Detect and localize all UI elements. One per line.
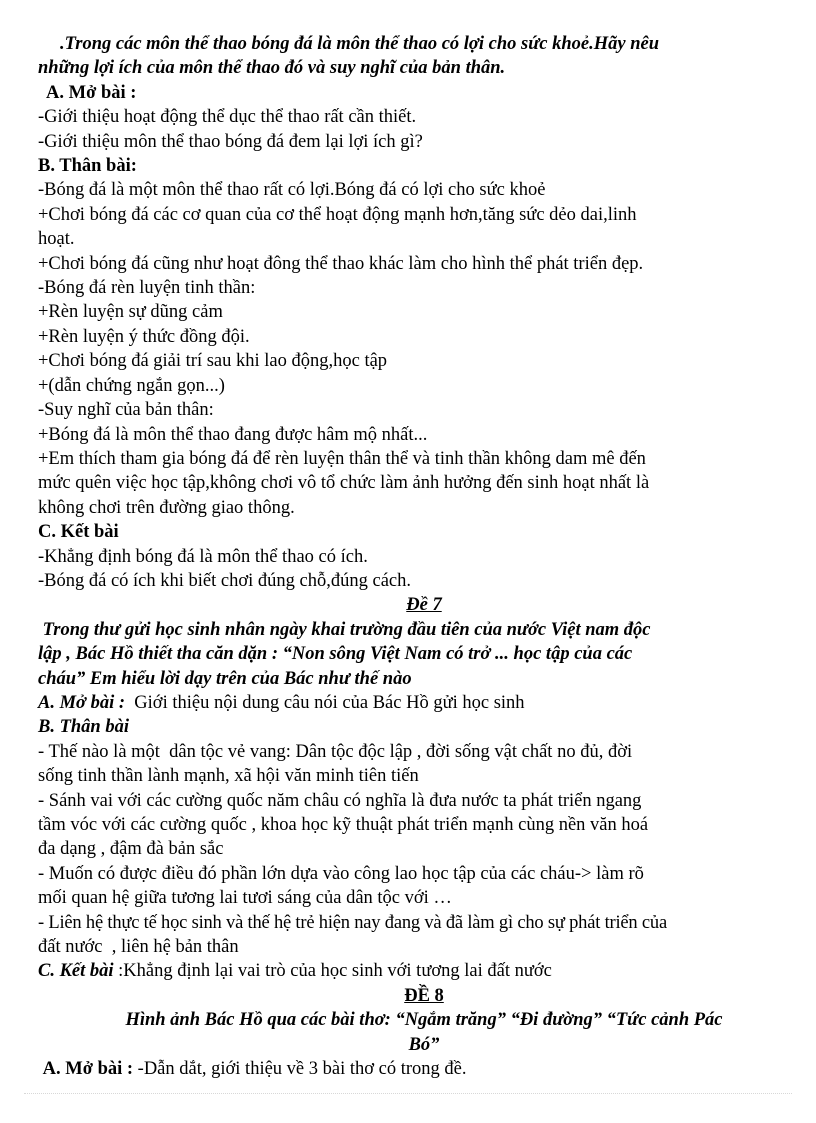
body-line (38, 1057, 810, 1081)
essay-prompt-line: Hình ảnh Bác Hồ qua các bài thơ: “Ngắm trăng” “Đi đường” “Tức cảnh Pác (125, 1010, 723, 1031)
body-line: -Khẳng định bóng đá là môn thể thao có ích. (38, 546, 368, 567)
body-line: -Bóng đá là một môn thể thao rất có lợi.Bóng đá có lợi cho sức khoẻ (38, 180, 546, 201)
body-line: đất nước , liên hệ bản thân (38, 937, 239, 958)
body-line (38, 691, 810, 715)
body-line: mức quên việc học tập,không chơi vô tổ chức làm ảnh hưởng đến sinh hoạt nhất là (38, 473, 650, 494)
section-text: Giới thiệu nội dung câu nói của Bác Hồ gửi học sinh (125, 692, 525, 713)
body-line: +Rèn luyện ý thức đồng đội. (38, 326, 250, 347)
essay-prompt-line: những lợi ích của môn thể thao đó và suy nghĩ của bản thân. (38, 58, 506, 79)
body-line: -Giới thiệu môn thể thao bóng đá đem lại lợi ích gì? (38, 131, 423, 152)
body-line: -Giới thiệu hoạt động thể dục thể thao rất cần thiết. (38, 107, 417, 128)
body-line: không chơi trên đường giao thông. (38, 497, 295, 518)
body-line: hoạt. (38, 229, 75, 250)
essay-prompt-line: .Trong các môn thể thao bóng đá là môn thể thao có lợi cho sức khoẻ.Hãy nêu (60, 34, 660, 54)
body-line: mối quan hệ giữa tương lai tươi sáng của dân tộc với … (38, 888, 452, 909)
section-heading: C. Kết bài (38, 961, 114, 982)
essay-prompt-line: lập , Bác Hồ thiết tha căn dặn : “Non sông Việt Nam có trở ... học tập của các (38, 644, 633, 665)
body-line: +(dẫn chứng ngắn gọn...) (38, 375, 225, 396)
body-line: - Liên hệ thực tế học sinh và thế hệ trẻ hiện nay đang và đã làm gì cho sự phát triển của (38, 912, 667, 933)
section-heading: A. Mở bài : (46, 82, 137, 103)
section-heading: B. Thân bài (38, 717, 129, 738)
section-heading: A. Mở bài : (38, 692, 126, 713)
section-text: -Dẫn dắt, giới thiệu về 3 bài thơ có trong đề. (133, 1059, 467, 1080)
body-line: -Bóng đá rèn luyện tinh thần: (38, 278, 256, 299)
body-line: -Suy nghĩ của bản thân: (38, 400, 214, 421)
body-line: - Sánh vai với các cường quốc năm châu có nghĩa là đưa nước ta phát triển ngang (38, 790, 642, 811)
body-line: -Bóng đá có ích khi biết chơi đúng chỗ,đúng cách. (38, 570, 412, 591)
exam-title: ĐỀ 8 (404, 985, 444, 1006)
exam-title: Đề 7 (406, 595, 442, 616)
essay-prompt-line: cháu” Em hiểu lời dạy trên của Bác như thế nào (38, 668, 412, 689)
body-line: - Muốn có được điều đó phần lớn dựa vào công lao học tập của các cháu-> làm rõ (38, 863, 644, 884)
document-page (38, 32, 810, 1081)
body-line: +Rèn luyện sự dũng cảm (38, 302, 223, 323)
page-bottom-divider (24, 1093, 792, 1094)
body-line: +Chơi bóng đá giải trí sau khi lao động,học tập (38, 351, 388, 372)
section-heading: B. Thân bài: (38, 156, 137, 177)
essay-prompt-line: Trong thư gửi học sinh nhân ngày khai trường đầu tiên của nước Việt nam độc (38, 619, 651, 640)
section-heading: A. Mở bài : (38, 1059, 134, 1080)
body-line: tầm vóc với các cường quốc , khoa học kỹ thuật phát triển mạnh cùng nền văn hoá (38, 815, 649, 835)
body-line: sống tinh thần lành mạnh, xã hội văn minh tiên tiến (38, 766, 419, 787)
body-line: - Thế nào là một dân tộc vẻ vang: Dân tộc độc lập , đời sống vật chất no đủ, đời (38, 741, 633, 762)
essay-prompt-line: Bó” (408, 1034, 440, 1055)
body-line: đa dạng , đậm đà bản sắc (38, 839, 224, 860)
section-text: :Khẳng định lại vai trò của học sinh với tương lai đất nước (113, 961, 552, 982)
body-line: +Em thích tham gia bóng đá để rèn luyện thân thể và tinh thần không dam mê đến (38, 448, 646, 469)
section-heading: C. Kết bài (38, 522, 119, 543)
body-line: +Bóng đá là môn thể thao đang được hâm mộ nhất... (38, 424, 428, 445)
body-line: +Chơi bóng đá cũng như hoạt đông thể thao khác làm cho hình thể phát triển đẹp. (38, 253, 644, 274)
body-line (38, 959, 810, 983)
body-line: +Chơi bóng đá các cơ quan của cơ thể hoạt động mạnh hơn,tăng sức dẻo dai,linh (38, 204, 637, 225)
